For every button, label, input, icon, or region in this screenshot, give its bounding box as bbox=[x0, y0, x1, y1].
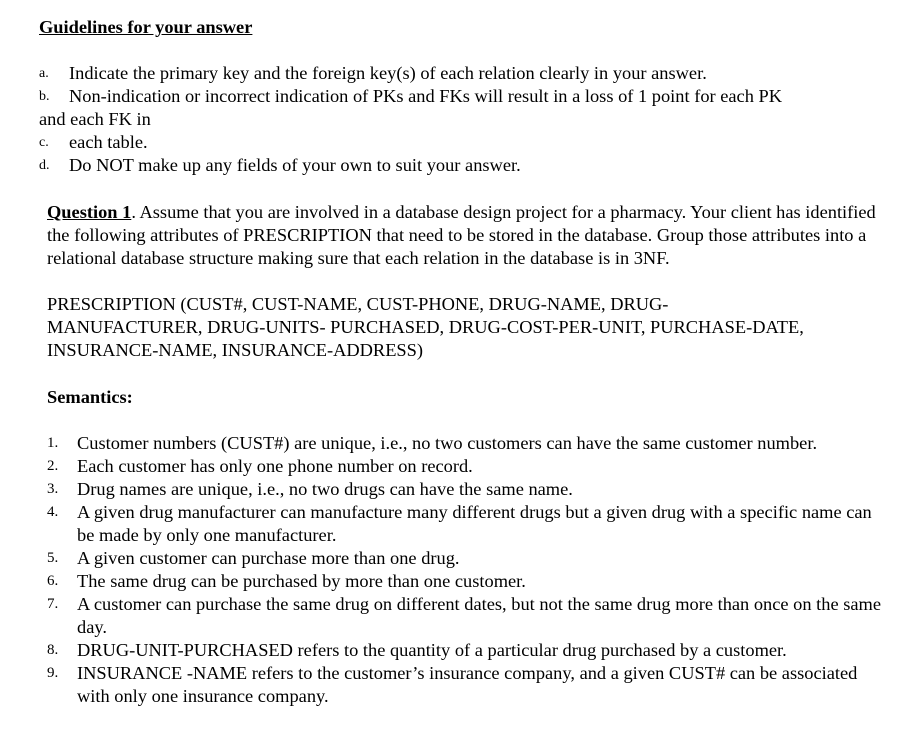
list-marker: b. bbox=[39, 89, 50, 104]
guideline-text: Do NOT make up any fields of your own to suit your answer. bbox=[69, 155, 521, 175]
list-marker: 6. bbox=[47, 573, 59, 589]
semantics-list bbox=[47, 432, 887, 708]
list-marker: a. bbox=[39, 66, 49, 81]
list-marker: 9. bbox=[47, 665, 59, 681]
semantic-text: INSURANCE -NAME refers to the customer’s insurance company, and a given CUST# can be associated with only one insurance company. bbox=[77, 663, 858, 706]
list-marker: 3. bbox=[47, 481, 59, 497]
guideline-text: Non-indication or incorrect indication of PKs and FKs will result in a loss of 1 point for each PK bbox=[69, 86, 783, 106]
question-paragraph bbox=[47, 201, 882, 270]
semantic-text: Each customer has only one phone number on record. bbox=[77, 456, 473, 476]
guideline-text: each table. bbox=[69, 132, 148, 152]
list-marker: 1. bbox=[47, 435, 59, 451]
question-label: Question 1 bbox=[47, 202, 132, 222]
guideline-text-continuation: and each FK in bbox=[39, 109, 151, 129]
semantic-item-9 bbox=[47, 662, 887, 708]
semantic-item-6 bbox=[47, 570, 887, 593]
guidelines-list bbox=[39, 62, 889, 177]
relation-schema: PRESCRIPTION (CUST#, CUST-NAME, CUST-PHONE, DRUG-NAME, DRUG-MANUFACTURER, DRUG-UNITS- PURCHASED, DRUG-COST-PER-UNIT, PURCHASE-DATE, INSURANCE-NAME, INSURANCE-ADDRESS) bbox=[47, 294, 804, 360]
semantics-heading: Semantics: bbox=[47, 387, 133, 407]
list-marker: 4. bbox=[47, 504, 59, 520]
semantic-item-2 bbox=[47, 455, 887, 478]
guideline-item-c bbox=[39, 131, 889, 154]
list-marker: 2. bbox=[47, 458, 59, 474]
semantic-text: DRUG-UNIT-PURCHASED refers to the quantity of a particular drug purchased by a customer. bbox=[77, 640, 787, 660]
list-marker: d. bbox=[39, 158, 50, 173]
semantic-item-8 bbox=[47, 639, 887, 662]
semantic-item-5 bbox=[47, 547, 887, 570]
semantic-text: A given customer can purchase more than one drug. bbox=[77, 548, 460, 568]
guidelines-heading: Guidelines for your answer bbox=[39, 17, 253, 37]
list-marker: 7. bbox=[47, 596, 59, 612]
semantic-item-7 bbox=[47, 593, 887, 639]
semantic-text: The same drug can be purchased by more than one customer. bbox=[77, 571, 526, 591]
semantic-text: A customer can purchase the same drug on different dates, but not the same drug more than once on the same day. bbox=[77, 594, 881, 637]
list-marker: 5. bbox=[47, 550, 59, 566]
question-text: . Assume that you are involved in a database design project for a pharmacy. Your client has identified the following attributes of PRESCRIPTION that need to be stored in the database. Group those attributes into a relational database structure making sure that each relation in the database is in 3NF. bbox=[47, 202, 876, 268]
semantic-item-3 bbox=[47, 478, 887, 501]
semantic-text: Customer numbers (CUST#) are unique, i.e., no two customers can have the same customer number. bbox=[77, 433, 818, 453]
semantic-item-4 bbox=[47, 501, 887, 547]
list-marker: 8. bbox=[47, 642, 59, 658]
semantic-text: Drug names are unique, i.e., no two drugs can have the same name. bbox=[77, 479, 573, 499]
guideline-item-b bbox=[39, 85, 884, 131]
guideline-item-a bbox=[39, 62, 889, 85]
guideline-item-d bbox=[39, 154, 889, 177]
list-marker: c. bbox=[39, 135, 49, 150]
semantic-text: A given drug manufacturer can manufacture many different drugs but a given drug with a specific name can be made by only one manufacturer. bbox=[77, 502, 872, 545]
guideline-text: Indicate the primary key and the foreign key(s) of each relation clearly in your answer. bbox=[69, 63, 707, 83]
semantic-item-1 bbox=[47, 432, 887, 455]
